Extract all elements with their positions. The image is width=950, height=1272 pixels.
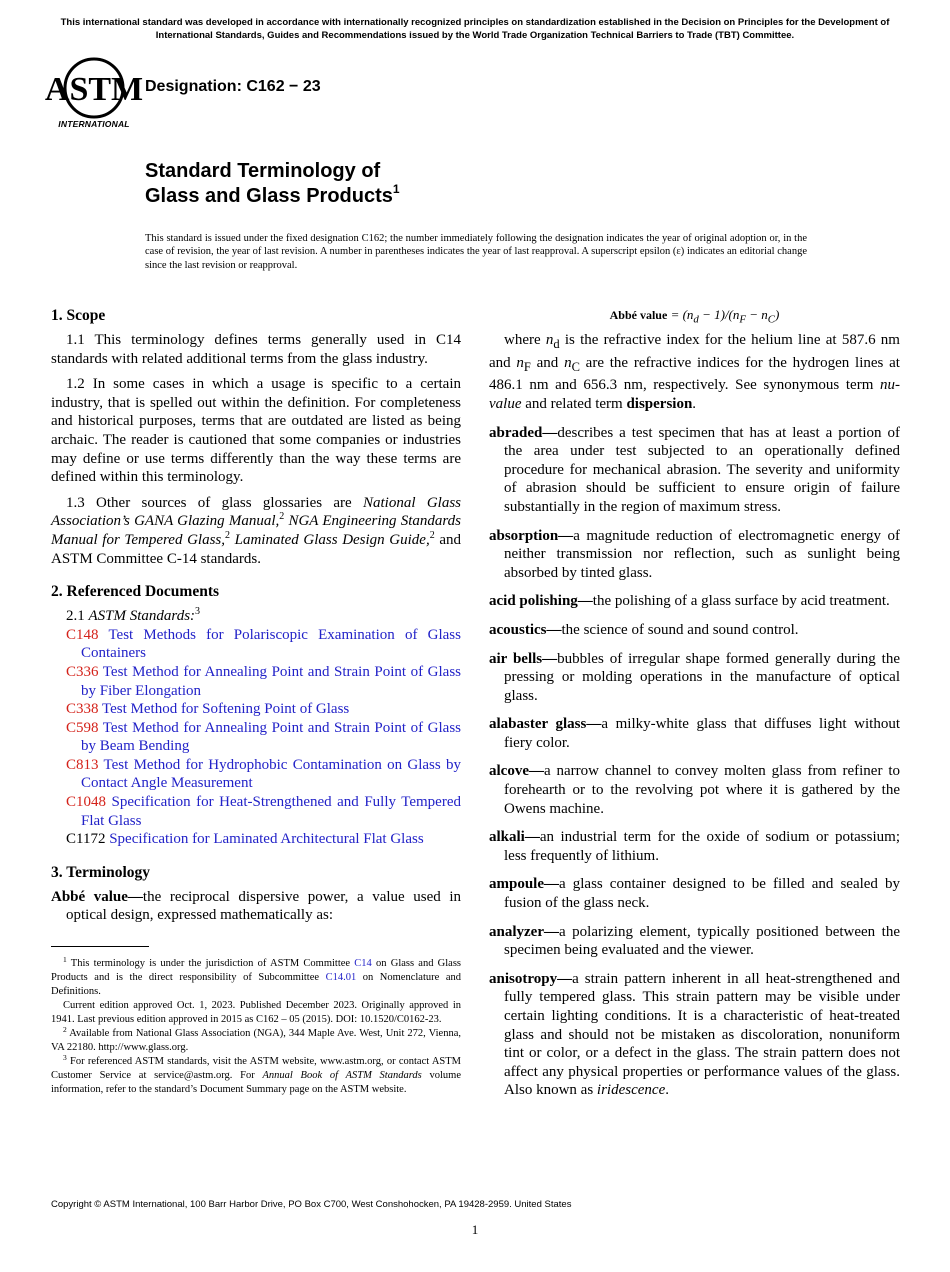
title-line-2 xyxy=(145,184,400,209)
scope-1-3-b: and ASTM Committee C-14 standards. xyxy=(51,531,461,567)
ref-title[interactable]: Specification for Laminated Architectural Flat Glass xyxy=(109,831,424,848)
where-text: and related term xyxy=(521,395,627,412)
footnote-divider xyxy=(51,946,149,947)
term-definition: a strain pattern inherent in all heat-strengthened and fully tempered glass. This strain pattern may be visible under certain lighting conditions. It is a characteristic of heat-treated glass and should not be mistaken as discoloration, nonuniform tint or color, or a defect in the glass. The strain pattern does not affect any physical properties or performance values of the glass. Also known as xyxy=(504,970,900,1099)
scope-1-1: 1.1 This terminology defines terms generally used in C14 standards with related additional terms from the glass industry. xyxy=(51,332,461,367)
term-label: anisotropy— xyxy=(489,970,573,987)
formula-part: ) xyxy=(775,307,780,322)
term-label: Abbé value— xyxy=(51,888,143,905)
term-iridescence: iridescence xyxy=(596,1082,666,1099)
refs-heading: 2. Referenced Documents xyxy=(51,583,220,601)
formula-sub: F xyxy=(739,313,747,326)
where-nu-value: nu-value xyxy=(489,377,900,412)
term-absorption xyxy=(489,527,900,583)
where-sub: d xyxy=(553,337,560,352)
term-definition: the science of sound and sound control. xyxy=(561,621,799,638)
term-definition: the polishing of a glass surface by acid treatment. xyxy=(592,593,890,610)
footnote-text: Available from National Glass Association (NGA), 344 Maple Ave. West, Unit 272, Vienna, VA 22180. http://www.glass.org. xyxy=(51,1028,461,1053)
footnote-ref-3: 3 xyxy=(195,606,201,618)
ref-title[interactable]: Test Method for Annealing Point and Strain Point of Glass by Fiber Elongation xyxy=(81,663,461,699)
footnote-1 xyxy=(51,957,461,999)
term-label: absorption— xyxy=(489,527,574,544)
footnote-mark: 3 xyxy=(63,1053,67,1062)
term-acoustics xyxy=(489,621,900,640)
term-definition: a glass container designed to be filled and sealed by fusion of the glass neck. xyxy=(504,876,900,912)
scope-1-3 xyxy=(51,494,461,568)
astm-logo-sub: INTERNATIONAL xyxy=(58,119,130,129)
subcommittee-c14-01-link[interactable]: C14.01 xyxy=(325,972,357,983)
refs-subheading xyxy=(66,607,461,626)
ref-c338[interactable] xyxy=(66,700,461,719)
ref-c1172[interactable] xyxy=(66,830,461,849)
scope-1-3-a: 1.3 Other sources of glass glossaries are xyxy=(66,494,363,511)
page-number: 1 xyxy=(471,1222,479,1237)
where-text: where xyxy=(504,332,546,349)
term-label: air bells— xyxy=(489,650,558,667)
formula-part: = (n xyxy=(670,307,694,322)
term-label: alkali— xyxy=(489,829,540,846)
ref-title[interactable]: Specification for Heat-Strengthened and Fully Tempered Flat Glass xyxy=(81,794,461,829)
term-definition-end: . xyxy=(665,1082,669,1099)
scope-1-3-laminated: Laminated Glass Design Guide, xyxy=(230,531,430,548)
term-analyzer xyxy=(489,923,900,960)
footnote-text: For referenced ASTM standards, visit the ASTM website, www.astm.org, or contact ASTM Customer Service at service@astm.org. For xyxy=(51,1056,461,1081)
footnote-italic: Annual Book of ASTM Standards xyxy=(262,1070,422,1081)
ref-code[interactable]: C813 xyxy=(66,756,99,773)
ref-code[interactable]: C598 xyxy=(66,719,99,736)
term-definition: describes a test specimen that has at least a portion of the area under test subjected to an operationally defined procedure for mechanical abrasion. The severity and uniformity of abrasion should be sufficient to ensure origin of failure substantially in the region of maximum stress. xyxy=(504,424,900,515)
term-definition: a magnitude reduction of electromagnetic energy of neither transmission nor reflection, such as sunlight being absorbed by tinted glass. xyxy=(504,527,900,581)
wto-notice: This international standard was developed in accordance with internationally recognized principles on standardization established in the Decision on Principles for the Development of International Standards, Guides and Recommendations issued by the World Trade Organization Technical Barriers to Trade (TBT) Committee. xyxy=(60,17,890,41)
ref-c336[interactable] xyxy=(66,663,461,700)
term-label: acoustics— xyxy=(489,621,562,638)
astm-logo-mark: ASTM xyxy=(44,71,144,108)
term-label: alcove— xyxy=(489,763,544,780)
formula-part: − n xyxy=(746,307,768,322)
footnote-3 xyxy=(51,1055,461,1097)
footnote-text: on Nomenclature and Definitions. xyxy=(51,972,461,997)
term-acid-polishing xyxy=(489,592,900,611)
formula-label: Abbé value xyxy=(609,308,668,322)
footnote-text: volume information, refer to the standard’s Document Summary page on the ASTM website. xyxy=(51,1070,461,1095)
formula-sub: d xyxy=(693,313,699,326)
designation: Designation: C162 − 23 xyxy=(145,78,321,95)
where-var: n xyxy=(545,332,554,349)
scope-1-3-nga: NGA Engineering Standards Manual for Tempered Glass, xyxy=(51,513,461,548)
term-air-bells xyxy=(489,650,900,706)
where-text: . xyxy=(692,395,697,412)
term-definition: a polarizing element, typically positioned between the specimen being evaluated and the viewer. xyxy=(504,923,900,959)
where-sub: C xyxy=(571,359,580,374)
footnote-2 xyxy=(51,1027,461,1055)
issuance-statement: This standard is issued under the fixed designation C162; the number immediately following the designation indicates the year of original adoption or, in the case of revision, the year of last revision. A number in parentheses indicates the year of last reapproval. A superscript epsilon (ε) indicates an editorial change since the last revision or reapproval. xyxy=(145,233,807,271)
footnote-mark: 2 xyxy=(63,1025,67,1034)
ref-title[interactable]: Test Methods for Polariscopic Examination of Glass Containers xyxy=(81,626,461,662)
where-var: n xyxy=(564,354,572,371)
where-sub: F xyxy=(523,359,531,374)
ref-title[interactable]: Test Method for Softening Point of Glass xyxy=(102,701,350,718)
where-var: n xyxy=(516,354,524,371)
ref-code[interactable]: C336 xyxy=(66,663,99,680)
term-ampoule xyxy=(489,875,900,912)
copyright: Copyright © ASTM International, 100 Barr Harbor Drive, PO Box C700, West Conshohocken, PA 19428-2959. United States xyxy=(51,1199,572,1210)
abbe-where-clause xyxy=(489,331,900,413)
footnote-text: This terminology is under the jurisdiction of ASTM Committee xyxy=(66,958,355,969)
term-definition: the reciprocal dispersive power, a value used in optical design, expressed mathematically as: xyxy=(66,888,461,924)
ref-c148[interactable] xyxy=(66,626,461,663)
right-column xyxy=(489,306,900,1110)
ref-code[interactable]: C338 xyxy=(66,701,99,718)
term-label: abraded— xyxy=(489,424,558,441)
term-definition: a milky-white glass that diffuses light without fiery color. xyxy=(504,716,901,751)
term-definition: a narrow channel to convey molten glass from refiner to forehearth or to the revolving pot where it is gathered by the Owens machine. xyxy=(504,763,900,817)
term-label: acid polishing— xyxy=(489,593,593,610)
footnote-edition: Current edition approved Oct. 1, 2023. Published December 2023. Originally approved in 1941. Last previous edition approved in 2015 as C162 – 05 (2015). DOI: 10.1520/C0162-23. xyxy=(51,1000,461,1025)
term-definition: an industrial term for the oxide of sodium or potassium; less frequently of lithium. xyxy=(504,829,900,864)
committee-c14-link[interactable]: C14 xyxy=(354,958,372,969)
term-abbe-value xyxy=(51,888,461,925)
scope-1-3-gana: National Glass Association’s GANA Glazing Manual, xyxy=(51,494,461,530)
ref-code[interactable]: C1048 xyxy=(66,794,107,811)
scope-heading: 1. Scope xyxy=(51,307,106,324)
ref-title[interactable]: Test Method for Hydrophobic Contamination on Glass by Contact Angle Measurement xyxy=(81,756,462,792)
title-line-2-text: Glass and Glass Products xyxy=(145,185,393,207)
where-text: is the refractive index for the helium line at 587.6 nm and xyxy=(489,332,900,371)
title-footnote-mark: 1 xyxy=(392,182,400,196)
astm-logo-icon xyxy=(44,57,144,119)
footnote-ref-2a: 2 xyxy=(279,511,285,523)
term-label: ampoule— xyxy=(489,876,560,893)
formula-expression xyxy=(670,307,780,326)
page-title xyxy=(145,159,400,209)
terminology-heading: 3. Terminology xyxy=(51,863,151,881)
term-label: analyzer— xyxy=(489,923,559,940)
ref-c1048[interactable] xyxy=(66,793,461,830)
abbe-formula xyxy=(489,306,900,329)
ref-c598[interactable] xyxy=(66,719,461,756)
term-alkali xyxy=(489,828,900,865)
footnote-mark: 1 xyxy=(63,955,67,964)
where-text: are the refractive indices for the hydrogen lines at 486.1 nm and 656.3 nm, respectively. See synonymous term xyxy=(489,354,900,394)
title-line-1: Standard Terminology of xyxy=(145,160,381,182)
scope-1-2: 1.2 In some cases in which a usage is specific to a certain industry, that is spelled out within the definition. For completeness and historical purposes, terms that are outdated are listed as being archaic. The reader is cautioned that some companies or industries may define or use terms differently than the way these terms are defined within this terminology. xyxy=(51,376,461,486)
where-text: and xyxy=(530,354,565,371)
term-abraded xyxy=(489,424,900,517)
ref-code: C1172 xyxy=(66,831,106,848)
ref-c813[interactable] xyxy=(66,756,461,793)
left-column xyxy=(51,306,461,935)
footnote-ref-2c: 2 xyxy=(429,529,435,541)
ref-title[interactable]: Test Method for Annealing Point and Strain Point of Glass by Beam Bending xyxy=(81,719,461,755)
footnote-ref-2b: 2 xyxy=(225,529,230,541)
term-label: alabaster glass— xyxy=(489,716,602,733)
term-definition: bubbles of irregular shape formed generally during the pressing or molding operations in the manufacture of optical glass. xyxy=(504,650,900,704)
formula-part: − 1)/(n xyxy=(698,307,740,322)
footnotes xyxy=(51,946,461,1097)
ref-code[interactable]: C148 xyxy=(66,626,99,643)
term-alcove xyxy=(489,762,900,818)
formula-sub: C xyxy=(767,313,776,326)
where-dispersion: dispersion xyxy=(626,395,693,412)
term-alabaster-glass xyxy=(489,715,900,752)
refs-sub-label: ASTM Standards: xyxy=(88,608,196,625)
refs-sub-num: 2.1 xyxy=(66,608,89,625)
term-anisotropy xyxy=(489,970,900,1100)
footnote-text: on Glass and Glass Products and is the direct responsibility of Subcommittee xyxy=(51,958,462,983)
